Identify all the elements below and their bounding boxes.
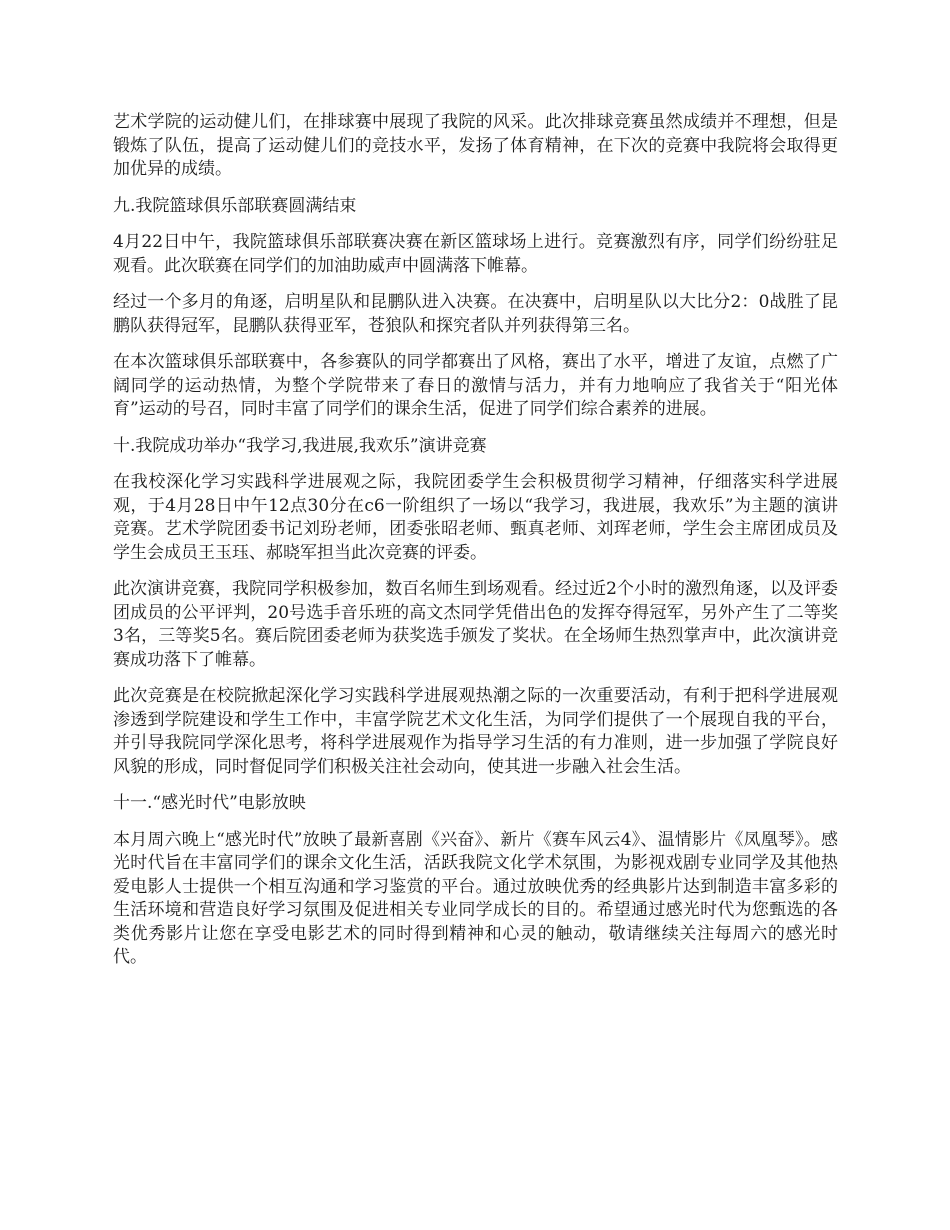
paragraph-speech-contest-significance: 此次竞赛是在校院掀起深化学习实践科学进展观热潮之际的一次重要活动，有利于把科学进展观渗透到学院建设和学生工作中，丰富学院艺术文化生活，为同学们提供了一个展现自我的平台，并引导我院同学深化思考，将科学进展观作为指导学习生活的有力准则，进一步加强了学院良好风貌的形成，同时督促同学们积极关注社会动向，使其进一步融入社会生活。 [113,686,838,777]
paragraph-basketball-final: 4月22日中午，我院篮球俱乐部联赛决赛在新区篮球场上进行。竞赛激烈有序，同学们纷纷驻足观看。此次联赛在同学们的加油助威声中圆满落下帷幕。 [113,232,838,276]
paragraph-film-screening: 本月周六晚上“感光时代”放映了最新喜剧《兴奋》、新片《赛车风云4》、温情影片《凤凰琴》。感光时代旨在丰富同学们的课余文化生活，活跃我院文化学术氛围，为影视戏剧专业同学及其他热爱电影人士提供一个相互沟通和学习鉴赏的平台。通过放映优秀的经典影片达到制造丰富多彩的生活环境和营造良好学习氛围及促进相关专业同学成长的目的。希望通过感光时代为您甄选的各类优秀影片让您在享受电影艺术的同时得到精神和心灵的触动，敬请继续关注每周六的感光时代。 [113,829,838,967]
paragraph-speech-contest-intro: 在我校深化学习实践科学进展观之际，我院团委学生会积极贯彻学习精神，仔细落实科学进展观，于4月28日中午12点30分在c6一阶组织了一场以“我学习，我进展，我欢乐”为主题的演讲竞赛。艺术学院团委书记刘玢老师，团委张昭老师、甄真老师、刘珲老师，学生会主席团成员及学生会成员王玉珏、郝晓军担当此次竞赛的评委。 [113,472,838,563]
section-heading-speech-contest: 十.我院成功举办“我学习,我进展,我欢乐”演讲竞赛 [113,435,487,456]
paragraph-basketball-impact: 在本次篮球俱乐部联赛中，各参赛队的同学都赛出了风格，赛出了水平，增进了友谊，点燃了广阔同学的运动热情，为整个学院带来了春日的激情与活力，并有力地响应了我省关于“阳光体育”运动的号召，同时丰富了同学们的课余生活，促进了同学们综合素养的进展。 [113,352,838,419]
paragraph-volleyball-summary: 艺术学院的运动健儿们，在排球赛中展现了我院的风采。此次排球竞赛虽然成绩并不理想，但是锻炼了队伍，提高了运动健儿们的竞技水平，发扬了体育精神，在下次的竞赛中我院将会取得更加优异的成绩。 [113,112,838,179]
section-heading-basketball: 九.我院篮球俱乐部联赛圆满结束 [113,195,357,216]
paragraph-speech-contest-results: 此次演讲竞赛，我院同学积极参加，数百名师生到场观看。经过近2个小时的激烈角逐，以及评委团成员的公平评判，20号选手音乐班的高文杰同学凭借出色的发挥夺得冠军，另外产生了二等奖3名，三等奖5名。赛后院团委老师为获奖选手颁发了奖状。在全场师生热烈掌声中，此次演讲竞赛成功落下了帷幕。 [113,579,838,670]
section-heading-film-screening: 十一.“感光时代”电影放映 [113,793,306,813]
paragraph-basketball-results: 经过一个多月的角逐，启明星队和昆鹏队进入决赛。在决赛中，启明星队以大比分2：0战胜了昆鹏队获得冠军，昆鹏队获得亚军，苍狼队和探究者队并列获得第三名。 [113,292,838,336]
